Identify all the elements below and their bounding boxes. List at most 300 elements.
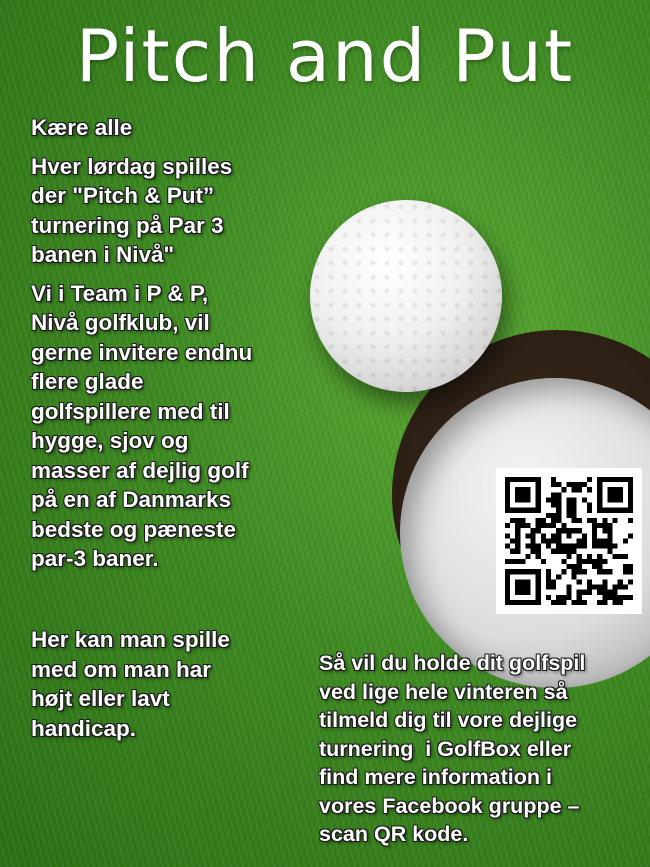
qr-finder-module [525,492,530,497]
qr-module [607,590,612,595]
qr-finder-module [536,487,541,492]
qr-finder-module [536,497,541,502]
text-line: masser af dejlig golf [31,457,249,483]
qr-module [582,533,587,538]
qr-finder-module [536,492,541,497]
qr-module [577,600,582,605]
qr-module [561,544,566,549]
qr-finder-module [505,595,510,600]
qr-module [623,585,628,590]
qr-finder-module [607,492,612,497]
qr-module [607,533,612,538]
qr-module [623,554,628,559]
qr-finder-module [525,579,530,584]
qr-module [520,518,525,523]
qr-module [613,590,618,595]
qr-module [602,528,607,533]
qr-finder-module [536,569,541,574]
qr-module [607,595,612,600]
qr-finder-module [525,569,530,574]
qr-module [572,513,577,518]
qr-module [577,528,582,533]
qr-module [628,518,633,523]
qr-finder-module [505,487,510,492]
qr-module [561,595,566,600]
qr-finder-module [505,585,510,590]
text-line: handicap. [31,715,137,741]
qr-finder-module [520,569,525,574]
qr-module [525,523,530,528]
qr-finder-module [525,508,530,513]
qr-finder-module [510,508,515,513]
qr-module [623,595,628,600]
text-line: banen i Nivå" [31,242,175,267]
qr-module [582,569,587,574]
qr-finder-module [597,503,602,508]
qr-module [602,544,607,549]
qr-module [577,559,582,564]
qr-module [546,579,551,584]
qr-finder-module [520,497,525,502]
qr-module [566,482,571,487]
qr-module [582,559,587,564]
qr-module [561,559,566,564]
qr-module [607,538,612,543]
qr-module [561,528,566,533]
qr-module [546,544,551,549]
qr-module [551,523,556,528]
qr-finder-module [618,487,623,492]
qr-module [510,549,515,554]
qr-finder-module [536,477,541,482]
qr-module [561,487,566,492]
qr-module [597,523,602,528]
qr-module [602,518,607,523]
qr-module [577,544,582,549]
qr-module [602,595,607,600]
text-line: turnering på Par 3 [31,212,224,238]
qr-finder-module [607,497,612,502]
qr-module [587,559,592,564]
qr-module [566,508,571,513]
qr-module [566,595,571,600]
qr-finder-module [628,492,633,497]
qr-finder-module [597,487,602,492]
qr-finder-module [505,492,510,497]
qr-module [546,574,551,579]
qr-module [618,554,623,559]
qr-finder-module [613,497,618,502]
qr-module [566,497,571,502]
qr-finder-module [520,579,525,584]
qr-finder-module [505,477,510,482]
qr-module [551,600,556,605]
qr-finder-module [597,497,602,502]
qr-module [613,585,618,590]
text-line: bedste og pæneste [31,516,237,542]
qr-finder-module [602,508,607,513]
qr-module [577,590,582,595]
qr-module [607,523,612,528]
qr-finder-module [520,590,525,595]
qr-module [577,564,582,569]
qr-module [566,554,571,559]
qr-finder-module [607,487,612,492]
qr-module [602,538,607,543]
qr-module [556,544,561,549]
qr-module [551,518,556,523]
qr-finder-module [505,569,510,574]
qr-module [577,538,582,543]
paragraph-schedule [31,152,252,270]
paragraph-signup [319,649,585,849]
qr-module [572,518,577,523]
text-line: Hver lørdag spilles [31,153,233,179]
qr-module [551,533,556,538]
qr-module [515,518,520,523]
qr-module [597,559,602,564]
qr-module [505,523,510,528]
qr-finder-module [525,590,530,595]
qr-module [556,482,561,487]
qr-module [556,528,561,533]
qr-module [505,559,510,564]
qr-module [520,523,525,528]
greeting: Kære alle [31,115,133,140]
qr-module [566,533,571,538]
qr-module [597,554,602,559]
qr-module [541,533,546,538]
text-line: find mere information i [319,765,552,789]
qr-module [587,579,592,584]
qr-finder-module [520,492,525,497]
qr-finder-module [613,492,618,497]
qr-module [531,549,536,554]
qr-module [510,559,515,564]
qr-module [556,492,561,497]
text-line: Så vil du holde dit golfspil [319,651,586,675]
text-line: scan QR kode. [319,822,469,846]
qr-module [551,492,556,497]
qr-module [577,482,582,487]
qr-module [572,503,577,508]
qr-module [566,549,571,554]
qr-module [531,528,536,533]
qr-finder-module [531,477,536,482]
handicap-text [31,625,230,743]
qr-module [613,544,618,549]
text-line: gerne invitere endnu [31,339,253,365]
qr-finder-module [525,600,530,605]
qr-module [572,569,577,574]
qr-finder-module [505,508,510,513]
qr-finder-module [520,477,525,482]
qr-finder-module [525,477,530,482]
qr-module [561,600,566,605]
text-line: på en af Danmarks [31,487,232,512]
qr-module [546,513,551,518]
qr-module [556,518,561,523]
qr-module [602,579,607,584]
qr-module [566,513,571,518]
qr-finder-module [628,497,633,502]
qr-module [597,569,602,574]
qr-module [572,508,577,513]
qr-module [536,528,541,533]
qr-module [592,564,597,569]
qr-module [623,564,628,569]
qr-module [546,523,551,528]
qr-module [613,518,618,523]
qr-finder-module [510,569,515,574]
poster-title: Pitch and Put [75,14,575,98]
qr-module [582,590,587,595]
intro-text [31,113,252,574]
qr-module [515,549,520,554]
qr-module [597,585,602,590]
qr-finder-module [520,585,525,590]
qr-finder-module [607,477,612,482]
qr-module [592,523,597,528]
qr-finder-module [515,585,520,590]
qr-finder-module [536,590,541,595]
qr-finder-module [525,497,530,502]
qr-module [531,544,536,549]
qr-finder-module [515,590,520,595]
qr-module [546,595,551,600]
qr-module [536,554,541,559]
qr-module [572,528,577,533]
qr-module [582,482,587,487]
qr-finder-module [525,487,530,492]
qr-module [505,544,510,549]
qr-module [556,595,561,600]
qr-module [561,523,566,528]
qr-module [572,487,577,492]
qr-module [618,585,623,590]
qr-finder-module [505,503,510,508]
qr-finder-module [505,590,510,595]
qr-module [592,559,597,564]
qr-module [525,554,530,559]
qr-module [515,559,520,564]
qr-module [592,518,597,523]
qr-module [628,569,633,574]
qr-module [602,600,607,605]
qr-module [546,569,551,574]
qr-module [551,549,556,554]
qr-module [587,477,592,482]
qr-finder-module [536,585,541,590]
qr-module [551,513,556,518]
qr-module [551,579,556,584]
qr-module [577,595,582,600]
qr-finder-module [505,497,510,502]
qr-module [592,585,597,590]
text-line: turnering i GolfBox eller [319,736,572,761]
qr-module [582,497,587,502]
qr-module [510,518,515,523]
text-line: Her kan man spille [31,627,230,652]
qr-module [551,477,556,482]
qr-finder-module [520,600,525,605]
qr-module [566,528,571,533]
qr-finder-module [531,569,536,574]
qr-module [561,549,566,554]
qr-module [546,497,551,502]
qr-module [546,585,551,590]
qr-finder-module [505,600,510,605]
qr-module [515,523,520,528]
qr-module [577,569,582,574]
qr-module [602,569,607,574]
qr-module [531,533,536,538]
qr-finder-module [505,579,510,584]
qr-module [577,579,582,584]
qr-finder-module [536,508,541,513]
qr-module [597,538,602,543]
qr-module [515,544,520,549]
qr-finder-module [628,508,633,513]
qr-finder-module [515,497,520,502]
qr-finder-module [536,595,541,600]
qr-module [556,508,561,513]
qr-module [592,538,597,543]
qr-module [613,600,618,605]
qr-module [607,569,612,574]
qr-module [556,503,561,508]
qr-module [628,564,633,569]
qr-module [572,482,577,487]
qr-finder-module [515,487,520,492]
qr-module [602,590,607,595]
qr-module [577,487,582,492]
qr-module [597,600,602,605]
qr-finder-module [515,600,520,605]
qr-module [572,544,577,549]
text-line: med om man har [31,656,212,682]
qr-finder-module [618,492,623,497]
text-line: Vi i Team i P & P, [31,280,209,306]
qr-module [577,518,582,523]
qr-module [556,497,561,502]
qr-module [592,544,597,549]
qr-module [566,590,571,595]
qr-module [561,569,566,574]
qr-module [587,508,592,513]
qr-finder-module [628,482,633,487]
qr-module [551,503,556,508]
text-line: ved lige hele vinteren så [319,679,568,704]
qr-module [628,595,633,600]
qr-module [582,538,587,543]
qr-finder-module [597,508,602,513]
qr-module [510,538,515,543]
qr-module [587,554,592,559]
qr-module [597,564,602,569]
qr-module [566,503,571,508]
qr-module [520,559,525,564]
qr-finder-module [536,579,541,584]
qr-module [556,549,561,554]
qr-finder-module [510,600,515,605]
qr-module [618,579,623,584]
qr-finder-module [536,574,541,579]
qr-finder-module [607,508,612,513]
qr-module [592,533,597,538]
qr-module [572,574,577,579]
qr-finder-module [613,487,618,492]
qr-finder-module [597,477,602,482]
qr-finder-module [515,477,520,482]
qr-module [515,533,520,538]
qr-finder-module [623,508,628,513]
paragraph-invitation [31,279,252,574]
qr-module [572,564,577,569]
qr-module [525,533,530,538]
qr-finder-module [515,492,520,497]
qr-finder-module [531,508,536,513]
qr-finder-module [613,508,618,513]
qr-finder-module [628,487,633,492]
text-line: flere glade [31,369,144,394]
qr-finder-module [536,482,541,487]
qr-module [607,544,612,549]
text-line: vores Facebook gruppe – [319,793,580,818]
text-line: højt eller lavt [31,686,170,711]
qr-finder-module [602,477,607,482]
qr-finder-module [515,579,520,584]
qr-module [541,523,546,528]
qr-module [566,585,571,590]
qr-module [515,528,520,533]
qr-module [623,538,628,543]
qr-module [613,554,618,559]
qr-module [613,595,618,600]
qr-module [597,544,602,549]
qr-module [556,574,561,579]
qr-code-graphic [505,477,633,605]
text-line: Nivå golfklub, vil [31,310,210,335]
qr-module [628,533,633,538]
qr-finder-module [510,477,515,482]
qr-finder-module [618,497,623,502]
qr-module [582,544,587,549]
qr-module [536,544,541,549]
qr-module [582,600,587,605]
text-line: hygge, sjov og [31,428,189,453]
qr-finder-module [597,492,602,497]
qr-module [587,487,592,492]
qr-finder-module [623,477,628,482]
qr-finder-module [515,508,520,513]
qr-code-icon[interactable] [496,468,642,614]
qr-finder-module [618,508,623,513]
qr-finder-module [505,574,510,579]
qr-module [551,482,556,487]
qr-module [566,564,571,569]
qr-finder-module [618,477,623,482]
text-line: golfspillere med til [31,398,230,424]
qr-module [618,595,623,600]
qr-module [602,559,607,564]
qr-finder-module [628,477,633,482]
text-line: tilmeld dig til vore dejlige [319,708,578,732]
qr-module [505,533,510,538]
qr-finder-module [520,487,525,492]
qr-module [587,503,592,508]
text-line: der "Pitch & Put” [31,183,215,208]
